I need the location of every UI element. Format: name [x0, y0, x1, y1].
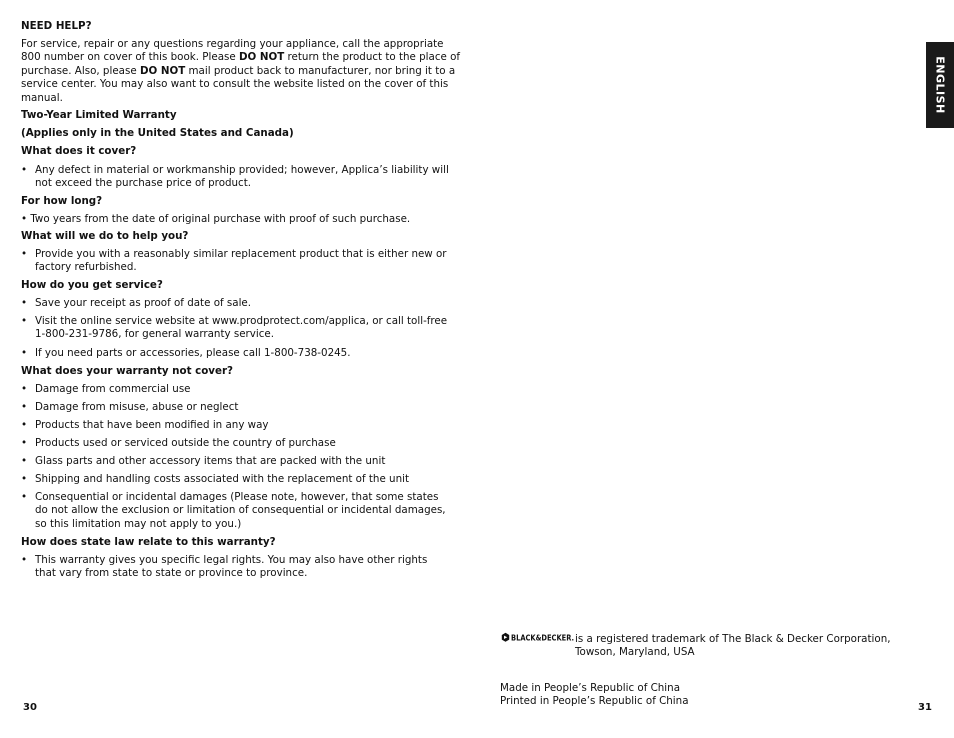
list-item — [21, 248, 451, 275]
made-in-text: Made in People’s Republic of China — [500, 682, 681, 694]
warranty-title: Two-Year Limited Warranty — [21, 109, 177, 121]
list-item — [21, 383, 451, 396]
bullet-icon: • — [21, 383, 28, 395]
bullet-icon: • — [21, 164, 28, 176]
list-item — [21, 401, 451, 414]
list-item — [21, 347, 451, 360]
list-item-text: Damage from commercial use — [35, 383, 191, 395]
list-item — [21, 315, 451, 342]
bullet-icon: • — [21, 455, 28, 467]
list-item — [21, 164, 451, 191]
list-item — [21, 473, 451, 486]
help-heading: What will we do to help you? — [21, 230, 189, 242]
cover-heading: What does it cover? — [21, 145, 137, 157]
state-law-heading: How does state law relate to this warranty? — [21, 536, 276, 548]
language-tab — [926, 42, 954, 128]
list-item-text: If you need parts or accessories, please call 1-800-738-0245. — [35, 347, 351, 359]
bullet-icon: • — [21, 491, 28, 503]
list-item — [21, 419, 451, 432]
paragraph-text: For service, repair or any questions regarding your appliance, call the appropriate 800 number on cover of this book. Please — [21, 38, 444, 64]
list-item — [21, 297, 451, 310]
printed-in-text: Printed in People’s Republic of China — [500, 695, 689, 708]
bullet-icon: • — [21, 437, 28, 449]
list-item-text: Any defect in material or workmanship provided; however, Applica’s liability will not exceed the purchase price of product. — [35, 164, 449, 190]
list-item — [21, 437, 451, 450]
bullet-icon: • — [21, 419, 28, 431]
bullet-icon: • — [21, 473, 28, 485]
how-long-heading: For how long? — [21, 195, 103, 207]
list-item-text: Shipping and handling costs associated with the replacement of the unit — [35, 473, 410, 485]
logo-wordmark: BLACK&DECKER. — [511, 633, 575, 643]
list-item — [21, 455, 451, 468]
list-item-text: Products used or serviced outside the country of purchase — [35, 437, 336, 449]
list-item-text: Save your receipt as proof of date of sale. — [35, 297, 252, 309]
language-tab-label: ENGLISH — [933, 56, 947, 114]
page-number: 30 — [23, 702, 37, 713]
black-and-decker-logo — [501, 632, 575, 643]
trademark-text: is a registered trademark of The Black & Decker Corporation, Towson, Maryland, USA — [575, 633, 891, 659]
origin-info — [500, 682, 800, 709]
how-long-text: • Two years from the date of original purchase with proof of such purchase. — [21, 213, 411, 225]
bullet-icon: • — [21, 297, 28, 309]
list-item-text: Visit the online service website at www.prodprotect.com/applica, or call toll-free 1-800-231-9786, for general warranty service. — [35, 315, 448, 341]
list-item-text: Damage from misuse, abuse or neglect — [35, 401, 239, 413]
paragraph-text: return the product to the place of purchase. Also, please — [21, 51, 461, 77]
bullet-icon: • — [21, 315, 28, 327]
list-item — [21, 491, 451, 531]
list-item-text: This warranty gives you specific legal rights. You may also have other rights that vary from state to state or province to province. — [35, 554, 428, 580]
emphasis-text: DO NOT — [139, 64, 186, 77]
bullet-icon: • — [21, 347, 28, 359]
list-item-text: Provide you with a reasonably similar replacement product that is either new or factory refurbished. — [35, 248, 447, 274]
emphasis-text: DO NOT — [238, 51, 285, 64]
page-number: 31 — [918, 702, 932, 713]
bullet-icon: • — [21, 554, 28, 566]
list-item — [21, 554, 451, 581]
warranty-scope: (Applies only in the United States and Canada) — [21, 127, 294, 139]
paragraph-text: mail product back to manufacturer, nor bring it to a service center. You may also want to consult the website listed on the cover of this manual. — [21, 64, 456, 104]
right-page — [477, 0, 954, 738]
list-item-text: Glass parts and other accessory items that are packed with the unit — [35, 455, 386, 467]
bullet-icon: • — [21, 248, 28, 260]
need-help-heading: NEED HELP? — [21, 20, 92, 32]
list-item-text: Products that have been modified in any way — [35, 419, 269, 431]
not-cover-heading: What does your warranty not cover? — [21, 365, 234, 377]
list-item-text: Consequential or incidental damages (Please note, however, that some states do not allow the exclusion or limitation of consequential or incidental damages, so this limitation may not apply to you.) — [35, 491, 446, 530]
service-heading: How do you get service? — [21, 279, 163, 291]
bullet-icon: • — [21, 401, 28, 413]
need-help-paragraph — [21, 38, 461, 105]
